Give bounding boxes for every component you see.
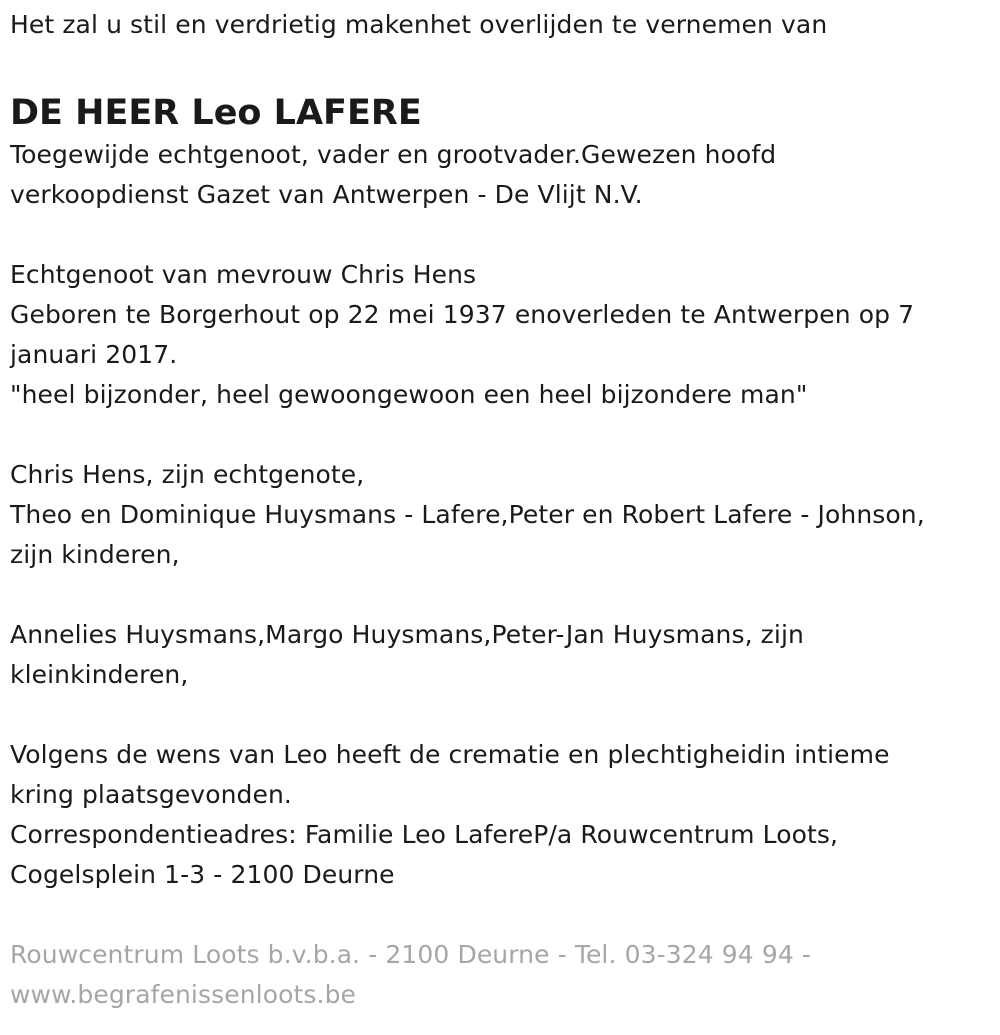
ceremony-line: kring plaatsgevonden. <box>10 780 292 809</box>
family-grandchildren-line: Annelies Huysmans,Margo Huysmans,Peter-Jan Huysmans, zijn <box>10 620 804 649</box>
deceased-name: DE HEER Leo LAFERE <box>10 93 422 133</box>
obituary-notice <box>0 5 1000 1015</box>
birth-line: januari 2017. <box>10 340 178 369</box>
spacer <box>10 695 990 735</box>
description-line: verkoopdienst Gazet van Antwerpen - De Vlijt N.V. <box>10 180 643 209</box>
ceremony-line: Volgens de wens van Leo heeft de crematie en plechtigheidin intieme <box>10 740 890 769</box>
address-line: Cogelsplein 1-3 - 2100 Deurne <box>10 860 395 889</box>
family-wife: Chris Hens, zijn echtgenote, <box>10 460 365 489</box>
spacer <box>10 575 990 615</box>
footer-website: www.begrafenissenloots.be <box>10 980 357 1009</box>
spacer <box>10 45 990 85</box>
address-line: Correspondentieadres: Familie Leo LafereP/a Rouwcentrum Loots, <box>10 820 839 849</box>
spacer <box>10 895 990 935</box>
spacer <box>10 215 990 255</box>
family-children-line: zijn kinderen, <box>10 540 180 569</box>
spouse-text: Echtgenoot van mevrouw Chris Hens <box>10 260 477 289</box>
description-line: Toegewijde echtgenoot, vader en grootvader.Gewezen hoofd <box>10 140 777 169</box>
footer-line: Rouwcentrum Loots b.v.b.a. - 2100 Deurne - Tel. 03-324 94 94 - <box>10 940 811 969</box>
quote-text: "heel bijzonder, heel gewoongewoon een heel bijzondere man" <box>10 380 808 409</box>
family-children-line: Theo en Dominique Huysmans - Lafere,Peter en Robert Lafere - Johnson, <box>10 500 925 529</box>
spacer <box>10 415 990 455</box>
birth-line: Geboren te Borgerhout op 22 mei 1937 enoverleden te Antwerpen op 7 <box>10 300 915 329</box>
family-grandchildren-line: kleinkinderen, <box>10 660 189 689</box>
intro-text: Het zal u stil en verdrietig makenhet overlijden te vernemen van <box>10 10 828 39</box>
